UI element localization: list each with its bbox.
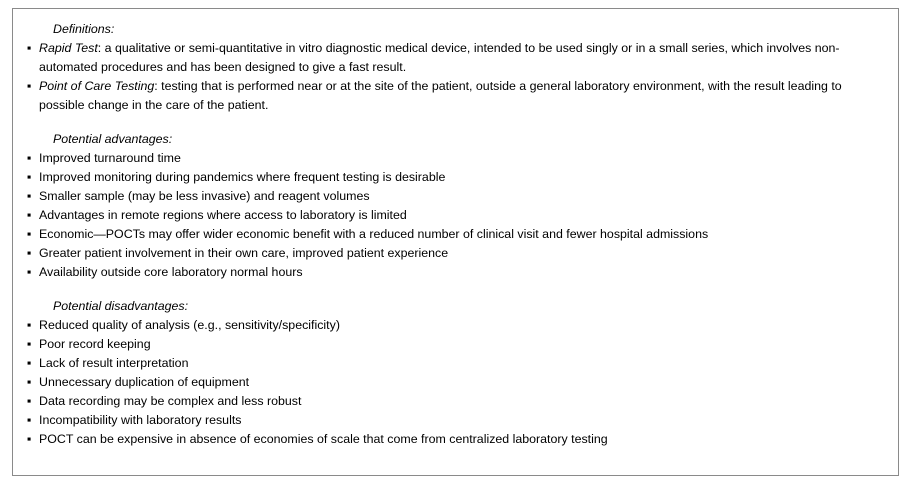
list-item-text: Smaller sample (may be less invasive) and reagent volumes: [39, 189, 370, 203]
definition-term: Rapid Test: [39, 41, 98, 55]
bullet-icon: ▪: [27, 375, 32, 389]
list-item-text: Improved turnaround time: [39, 151, 181, 165]
disadvantages-list: [27, 316, 888, 449]
list-item-text: POCT can be expensive in absence of economies of scale that come from centralized laboratory testing: [39, 432, 608, 446]
list-item-text: Data recording may be complex and less robust: [39, 394, 302, 408]
list-item-text: Poor record keeping: [39, 337, 151, 351]
list-item-text: Improved monitoring during pandemics where frequent testing is desirable: [39, 170, 446, 184]
list-item: [27, 149, 888, 168]
list-item: [27, 244, 888, 263]
list-item-text: Availability outside core laboratory normal hours: [39, 265, 303, 279]
bullet-icon: ▪: [27, 356, 32, 370]
list-item-text: Economic—POCTs may offer wider economic benefit with a reduced number of clinical visit and fewer hospital admissions: [39, 227, 709, 241]
disadvantages-heading: Potential disadvantages:: [53, 299, 189, 313]
section-spacer: [27, 282, 888, 297]
list-item-text: Incompatibility with laboratory results: [39, 413, 242, 427]
list-item: [27, 77, 888, 115]
bullet-icon: ▪: [27, 189, 32, 203]
table-box: [12, 8, 899, 476]
bullet-icon: ▪: [27, 151, 32, 165]
list-item-text: Unnecessary duplication of equipment: [39, 375, 250, 389]
bullet-icon: ▪: [27, 246, 32, 260]
bullet-icon: ▪: [27, 170, 32, 184]
advantages-heading: Potential advantages:: [53, 132, 173, 146]
bullet-icon: ▪: [27, 432, 32, 446]
list-item: [27, 206, 888, 225]
list-item: [27, 354, 888, 373]
list-item: [27, 225, 888, 244]
bullet-icon: ▪: [27, 41, 32, 55]
list-item-text: Advantages in remote regions where access to laboratory is limited: [39, 208, 407, 222]
definition-term: Point of Care Testing: [39, 79, 155, 93]
bullet-icon: ▪: [27, 79, 32, 93]
bullet-icon: ▪: [27, 413, 32, 427]
list-item-text: Reduced quality of analysis (e.g., sensitivity/specificity): [39, 318, 340, 332]
bullet-icon: ▪: [27, 337, 32, 351]
definition-text: : a qualitative or semi-quantitative in vitro diagnostic medical device, intended to be used singly or in a small series, which involves non-automated procedures and has been designed to give a fast result.: [39, 41, 840, 74]
bullet-icon: ▪: [27, 227, 32, 241]
section-spacer: [27, 115, 888, 130]
table-content: [27, 20, 888, 449]
list-item: [27, 263, 888, 282]
bullet-icon: ▪: [27, 318, 32, 332]
bullet-icon: ▪: [27, 265, 32, 279]
list-item: [27, 335, 888, 354]
list-item: [27, 187, 888, 206]
definition-text: : testing that is performed near or at the site of the patient, outside a general laboratory environment, with the result leading to possible change in the care of the patient.: [39, 79, 842, 112]
advantages-list: [27, 149, 888, 282]
list-item: [27, 316, 888, 335]
list-item: [27, 392, 888, 411]
list-item: [27, 411, 888, 430]
definitions-list: [27, 39, 888, 115]
list-item: [27, 373, 888, 392]
bullet-icon: ▪: [27, 394, 32, 408]
definitions-heading: Definitions:: [53, 22, 115, 36]
list-item-text: Lack of result interpretation: [39, 356, 189, 370]
bullet-icon: ▪: [27, 208, 32, 222]
list-item: [27, 430, 888, 449]
list-item: [27, 39, 888, 77]
list-item: [27, 168, 888, 187]
list-item-text: Greater patient involvement in their own care, improved patient experience: [39, 246, 449, 260]
